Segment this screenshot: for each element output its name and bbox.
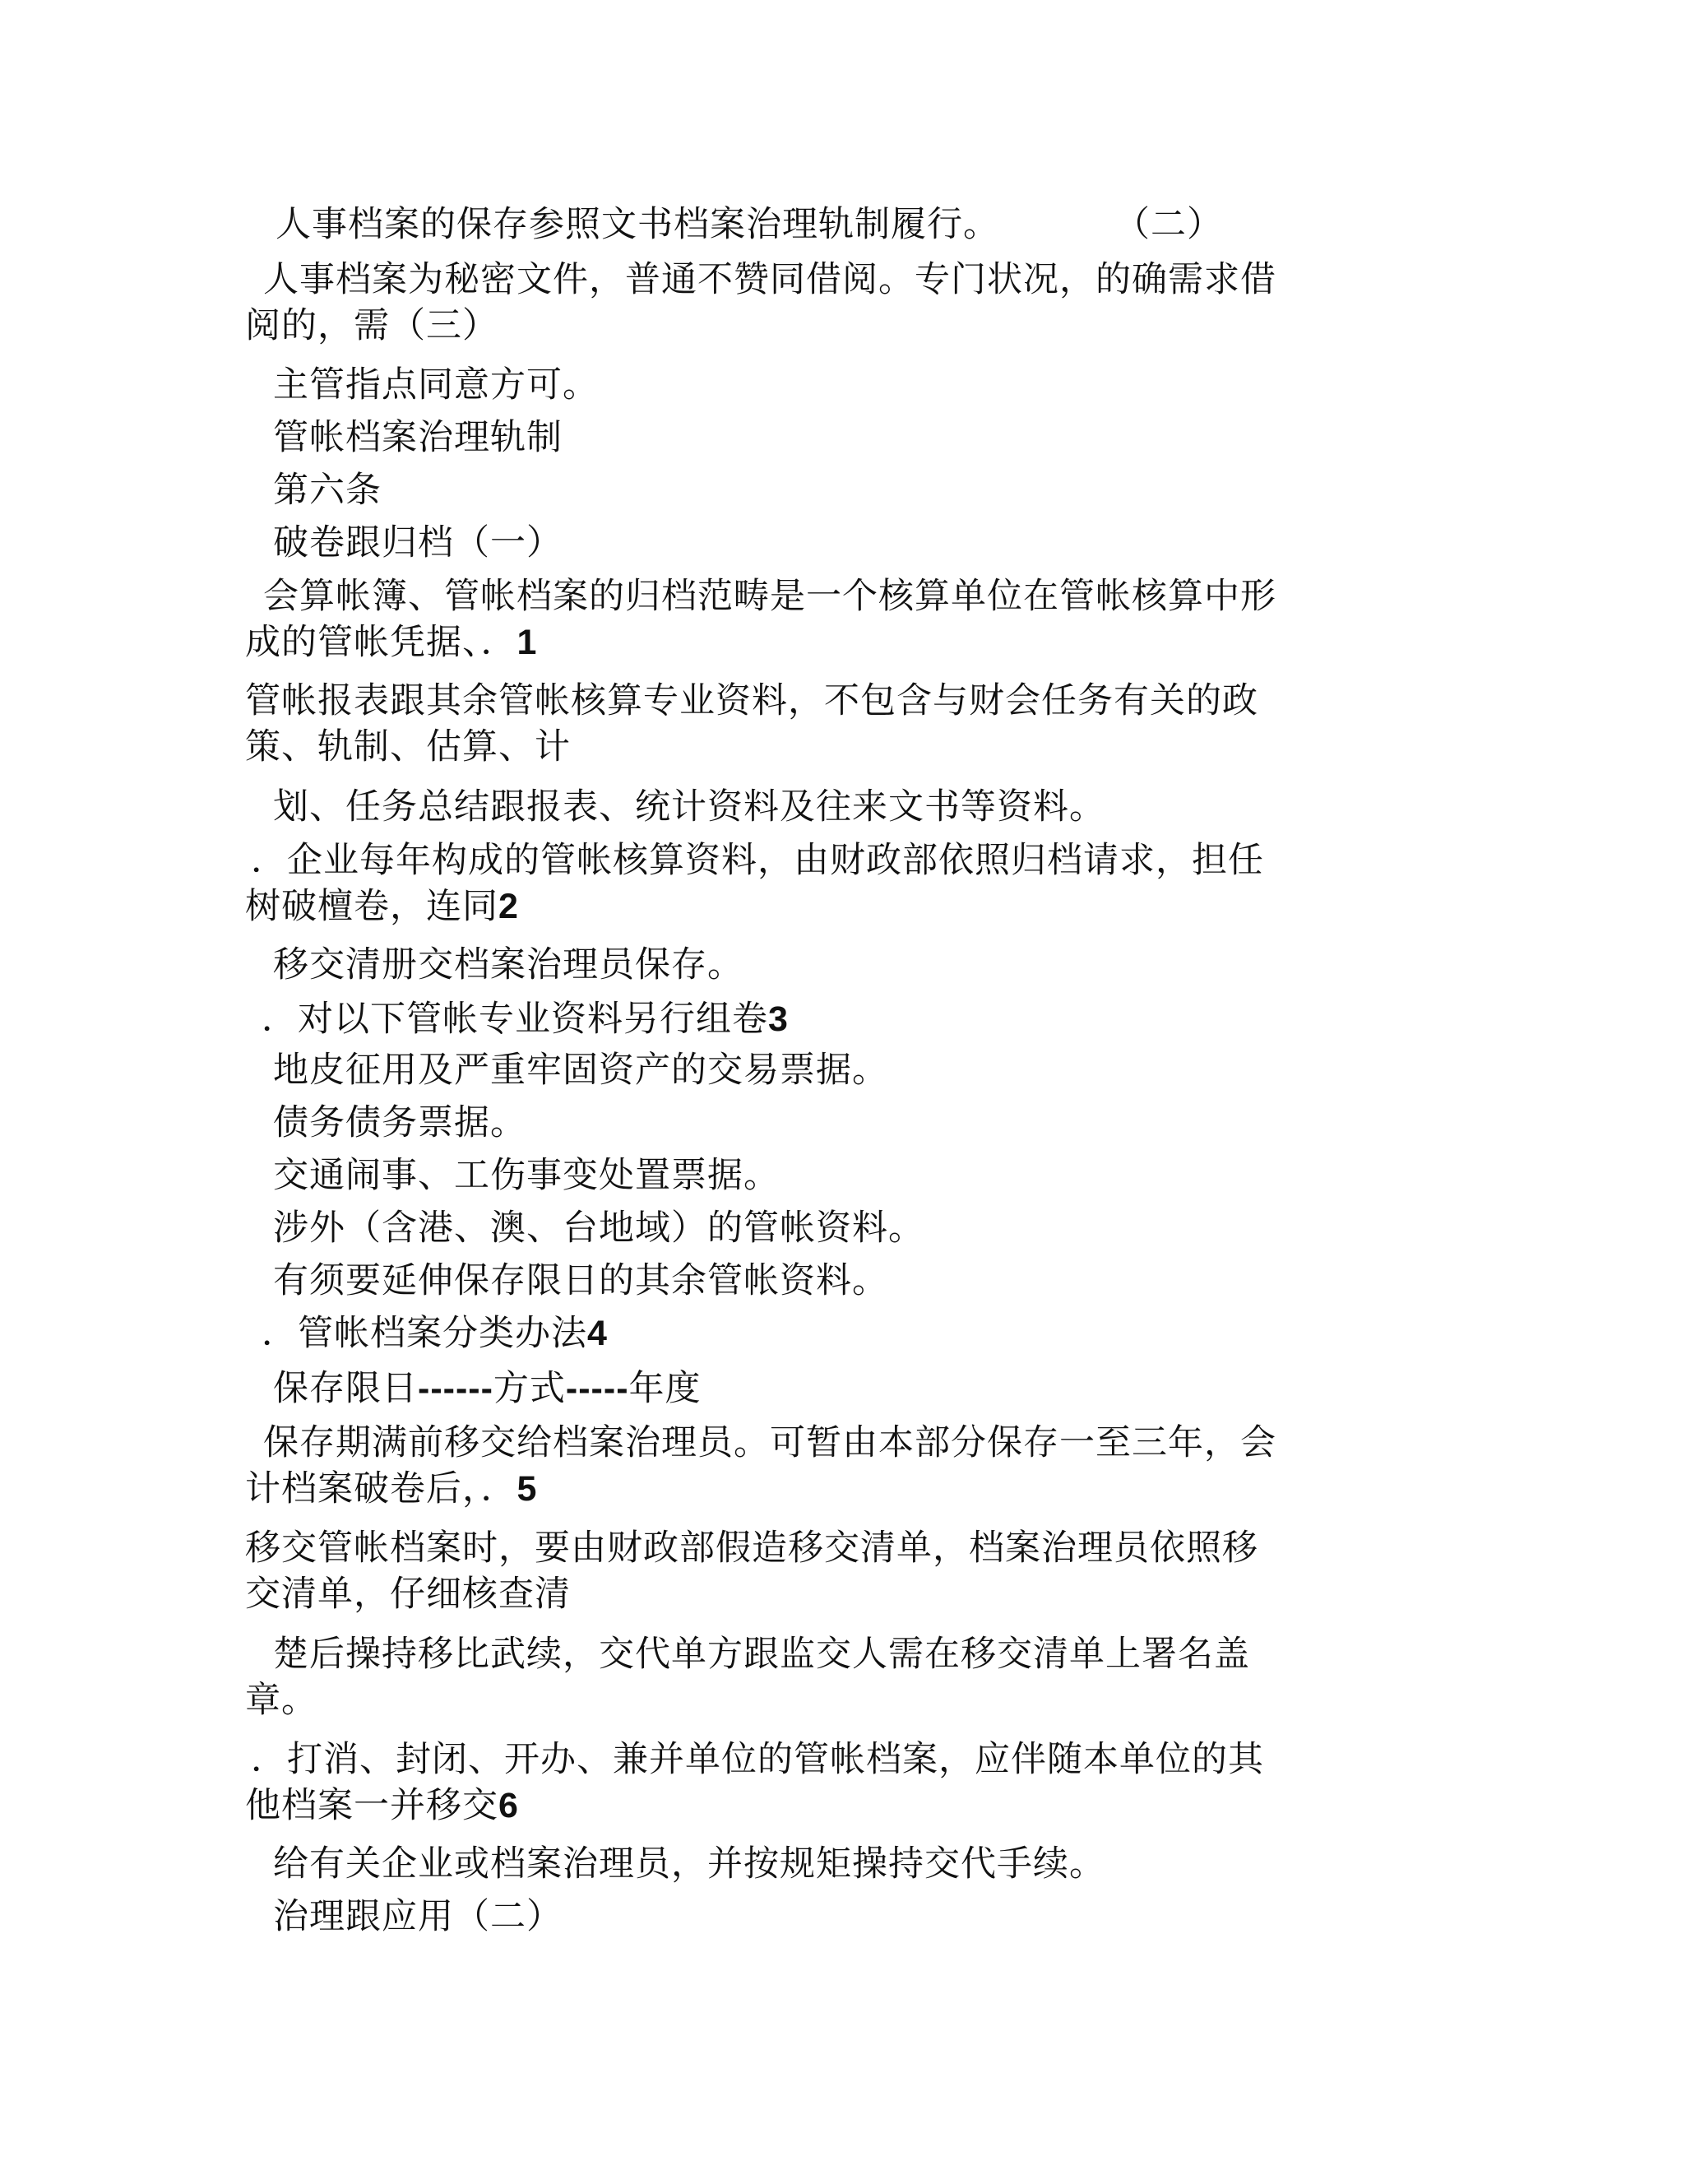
text-line: 楚后操持移比武续，交代单方跟监交人需在移交清单上署名盖 xyxy=(273,1634,1250,1675)
text-line: 树破檀卷，连同2 xyxy=(245,886,519,927)
text-line: 保存限日------方式-----年度 xyxy=(273,1368,702,1409)
text-line: ．对以下管帐专业资料另行组卷3 xyxy=(262,999,789,1040)
text-line: 地皮征用及严重牢固资产的交易票据。 xyxy=(273,1050,888,1091)
text-line: 第六条 xyxy=(273,470,382,511)
text-line: 移交清册交档案治理员保存。 xyxy=(273,944,743,985)
text-line: 保存期满前移交给档案治理员。可暂由本部分保存一至三年，会 xyxy=(263,1422,1276,1463)
text-line: ．管帐档案分类办法4 xyxy=(262,1313,608,1354)
text-line: 计档案破卷后，．5 xyxy=(245,1468,538,1509)
text-line: 策、轨制、估算、计 xyxy=(245,726,571,767)
text-line: 移交管帐档案时，要由财政部假造移交清单，档案治理员依照移 xyxy=(245,1528,1258,1569)
text-line: （二） xyxy=(1114,204,1223,245)
text-line: 债务债务票据。 xyxy=(273,1102,526,1143)
text-line: 涉外（含港、澳、台地域）的管帐资料。 xyxy=(273,1208,924,1249)
text-line: 阅的，需（三） xyxy=(245,305,498,346)
text-line: 给有关企业或档案治理员，并按规矩操持交代手续。 xyxy=(273,1843,1105,1885)
text-line: 管帐报表跟其余管帐核算专业资料，不包含与财会任务有关的政 xyxy=(245,680,1258,721)
text-line: 主管指点同意方可。 xyxy=(273,364,599,406)
text-line: 他档案一并移交6 xyxy=(245,1785,519,1826)
text-line: 破卷跟归档（一） xyxy=(273,522,563,563)
text-line: 划、任务总结跟报表、统计资料及往来文书等资料。 xyxy=(273,786,1105,828)
text-line: 治理跟应用（二） xyxy=(273,1896,563,1937)
text-line: 有须要延伸保存限日的其余管帐资料。 xyxy=(273,1260,888,1301)
text-line: 交清单，仔细核查清 xyxy=(245,1574,571,1615)
text-line: 人事档案的保存参照文书档案治理轨制履行。 xyxy=(276,204,999,245)
text-line: ．打消、封闭、开办、兼并单位的管帐档案，应伴随本单位的其 xyxy=(251,1739,1264,1780)
text-line: 成的管帐凭据、．1 xyxy=(245,622,538,663)
text-line: 会算帐簿、管帐档案的归档范畴是一个核算单位在管帐核算中形 xyxy=(263,576,1276,617)
text-line: 人事档案为秘密文件，普通不赞同借阅。专门状况，的确需求借 xyxy=(263,259,1276,300)
text-line: ．企业每年构成的管帐核算资料，由财政部依照归档请求，担任 xyxy=(251,840,1264,881)
text-line: 章。 xyxy=(245,1680,317,1721)
text-line: 管帐档案治理轨制 xyxy=(273,417,563,458)
text-line: 交通闹事、工伤事变处置票据。 xyxy=(273,1155,780,1196)
